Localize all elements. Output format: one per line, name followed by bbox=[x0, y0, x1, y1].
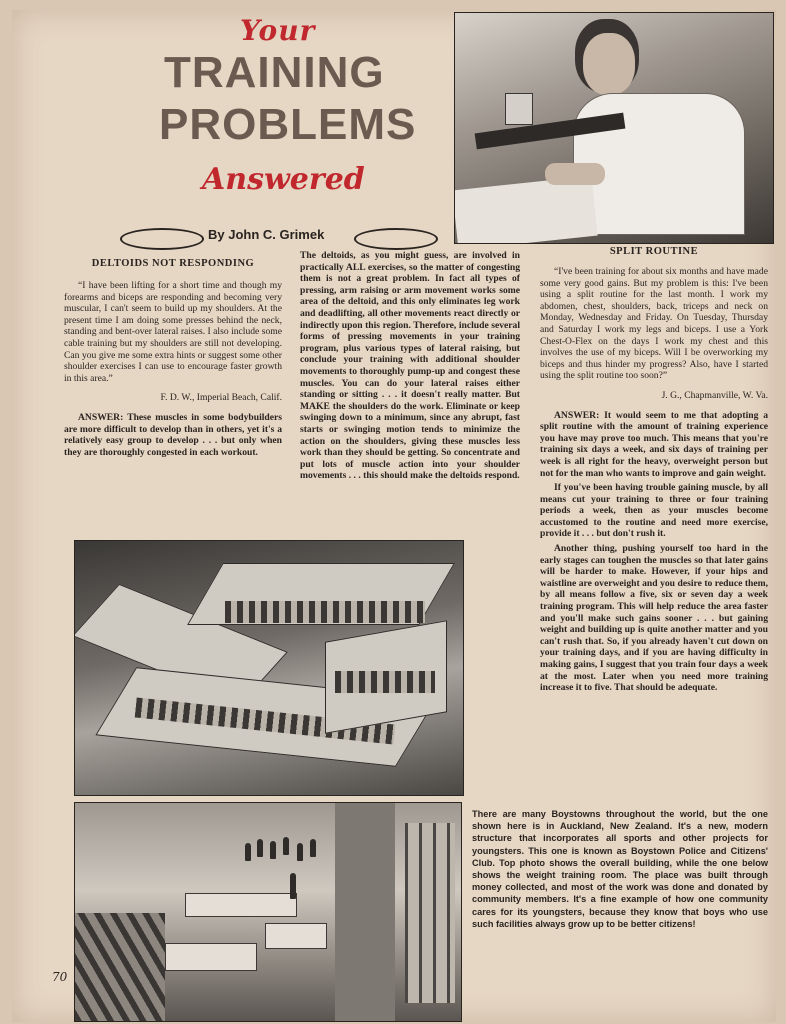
signature-fdw: F. D. W., Imperial Beach, Calif. bbox=[160, 392, 282, 404]
title-training: TRAINING bbox=[164, 48, 385, 97]
letter-split: “I've been training for about six months and have made some very good gains. But my problem is this: I've been using a split routine for the last month. I work my abdomen, chest, shoulders, back, triceps and neck on Monday, Wednesday and Friday. On Tuesday, Thursday and Saturday I work my legs and biceps. I use a York Chest-O-Flex on the days I work my chest and this involves the use of my biceps. Will I be overworking my biceps and thus hinder my progress? Also, have I started using the split routine too soon?” bbox=[540, 266, 768, 382]
title-problems: PROBLEMS bbox=[159, 100, 417, 149]
answer-split-p2: If you've been having trouble gaining muscle, by all means cut your training to three or four training periods a week, then as your muscles become accustomed to the routine and need more exercise, provide it . . . but don't rush it. bbox=[540, 482, 768, 540]
gym-photo bbox=[74, 802, 462, 1022]
answer-deltoids-p2: The deltoids, as you might guess, are involved in practically ALL exercises, so the matter of congesting them is not a great problem. In fact all types of pressing, arm raising or arm movement works some area of the deltoid, and this only eliminates leg work and deadlifting, all other movements react directly or indirectly upon this region. Therefore, include several forms of pressing movements in your training program, plus various types of lateral raising, but conclude your training with additional shoulder movements to thoroughly pump-up and congest these muscles. You can do your lateral raises either standing or sitting . . . it doesn't really matter. But MAKE the shoulders do the work. Eliminate or keep swinging down to a minimum, since any abrupt, fast starts or swinging motion tends to minimize the action on the shoulders, giving these muscles less work than they should be getting. So concentrate and put lots of muscle action into your shoulder movements . . . this should make the deltoids respond. bbox=[300, 250, 520, 482]
answer-split-p1 bbox=[540, 410, 768, 480]
heading-split-routine: SPLIT ROUTINE bbox=[609, 246, 699, 257]
letter-deltoids: “I have been lifting for a short time and though my forearms and biceps are responding and becoming very muscular, I can't seem to build up my shoulders. At the present time I am doing some presses behind the neck, standing and bent-over lateral raises. I also include some cable training but my shoulders are still not developing. Can you give me some extra hints or suggest some other shoulder exercises I can use to encourage faster growth in this area.” bbox=[64, 280, 282, 384]
magazine-page bbox=[12, 10, 776, 1022]
heading-deltoids: DELTOIDS NOT RESPONDING bbox=[91, 258, 255, 269]
answer-deltoids-p1 bbox=[64, 412, 282, 458]
answer-label: ANSWER: bbox=[554, 409, 600, 421]
column-1 bbox=[64, 280, 282, 461]
page-number: 70 bbox=[52, 970, 68, 984]
byline-row bbox=[120, 224, 440, 252]
title-your: Your bbox=[240, 14, 316, 47]
heading-split-wrap bbox=[540, 246, 768, 257]
byline: By John C. Grimek bbox=[208, 227, 325, 242]
building-photo bbox=[74, 540, 464, 796]
answer-split-p3: Another thing, pushing yourself too hard in the early stages can toughen the muscles so that later gains will be harder to make. However, if your hips and waistline are overweight and you desire to reduce them, by all means follow a five, six or seven day a week training program. This will help reduce the area faster and you'll make such gains sooner . . . but gaining weight and building up is quite another matter and you can't rush that. So, if you already haven't cut down on your training days, and if you are having difficulty in making gains, I suggest that you train four days a week at the most. Later when you need more training increase it to five. That should be adequate. bbox=[540, 543, 768, 694]
column-3 bbox=[540, 266, 768, 697]
heading-deltoids-wrap bbox=[64, 258, 282, 269]
ornament-right-icon bbox=[354, 228, 438, 250]
photo-caption: There are many Boystowns throughout the world, but the one shown here is in Auckland, New Zealand. It's a new, modern structure that incorporates all sports and other projects for youngsters. This one is known as Boystown Police and Citizens' Club. Top photo shows the overall building, while the one below shows the weight training room. The place was built through money collected, and most of the work was done and donated by community members. It's a fine example of how one community cares for its youngsters, because they know that boys who use such facilities always grow up to be better citizens! bbox=[472, 809, 768, 929]
column-2 bbox=[300, 250, 520, 485]
ornament-left-icon bbox=[120, 228, 204, 250]
title-answered: Answered bbox=[202, 162, 365, 197]
answer-label: ANSWER: bbox=[78, 411, 124, 423]
signature-jg: J. G., Chapmanville, W. Va. bbox=[661, 389, 768, 401]
answer-text: These muscles in some bodybuilders are more difficult to develop than in others, yet it's a relatively easy group to develop . . . but only when they are thoroughly congested in each workout. bbox=[64, 411, 282, 458]
author-photo bbox=[454, 12, 774, 244]
answer-text: It would seem to me that adopting a split routine with the amount of training experience you have may prove too much. This means that you're training six days a week, and six days of training per week is all right for the heavy, overweight person but not for the man who wants to improve and gain weight. bbox=[540, 409, 768, 479]
